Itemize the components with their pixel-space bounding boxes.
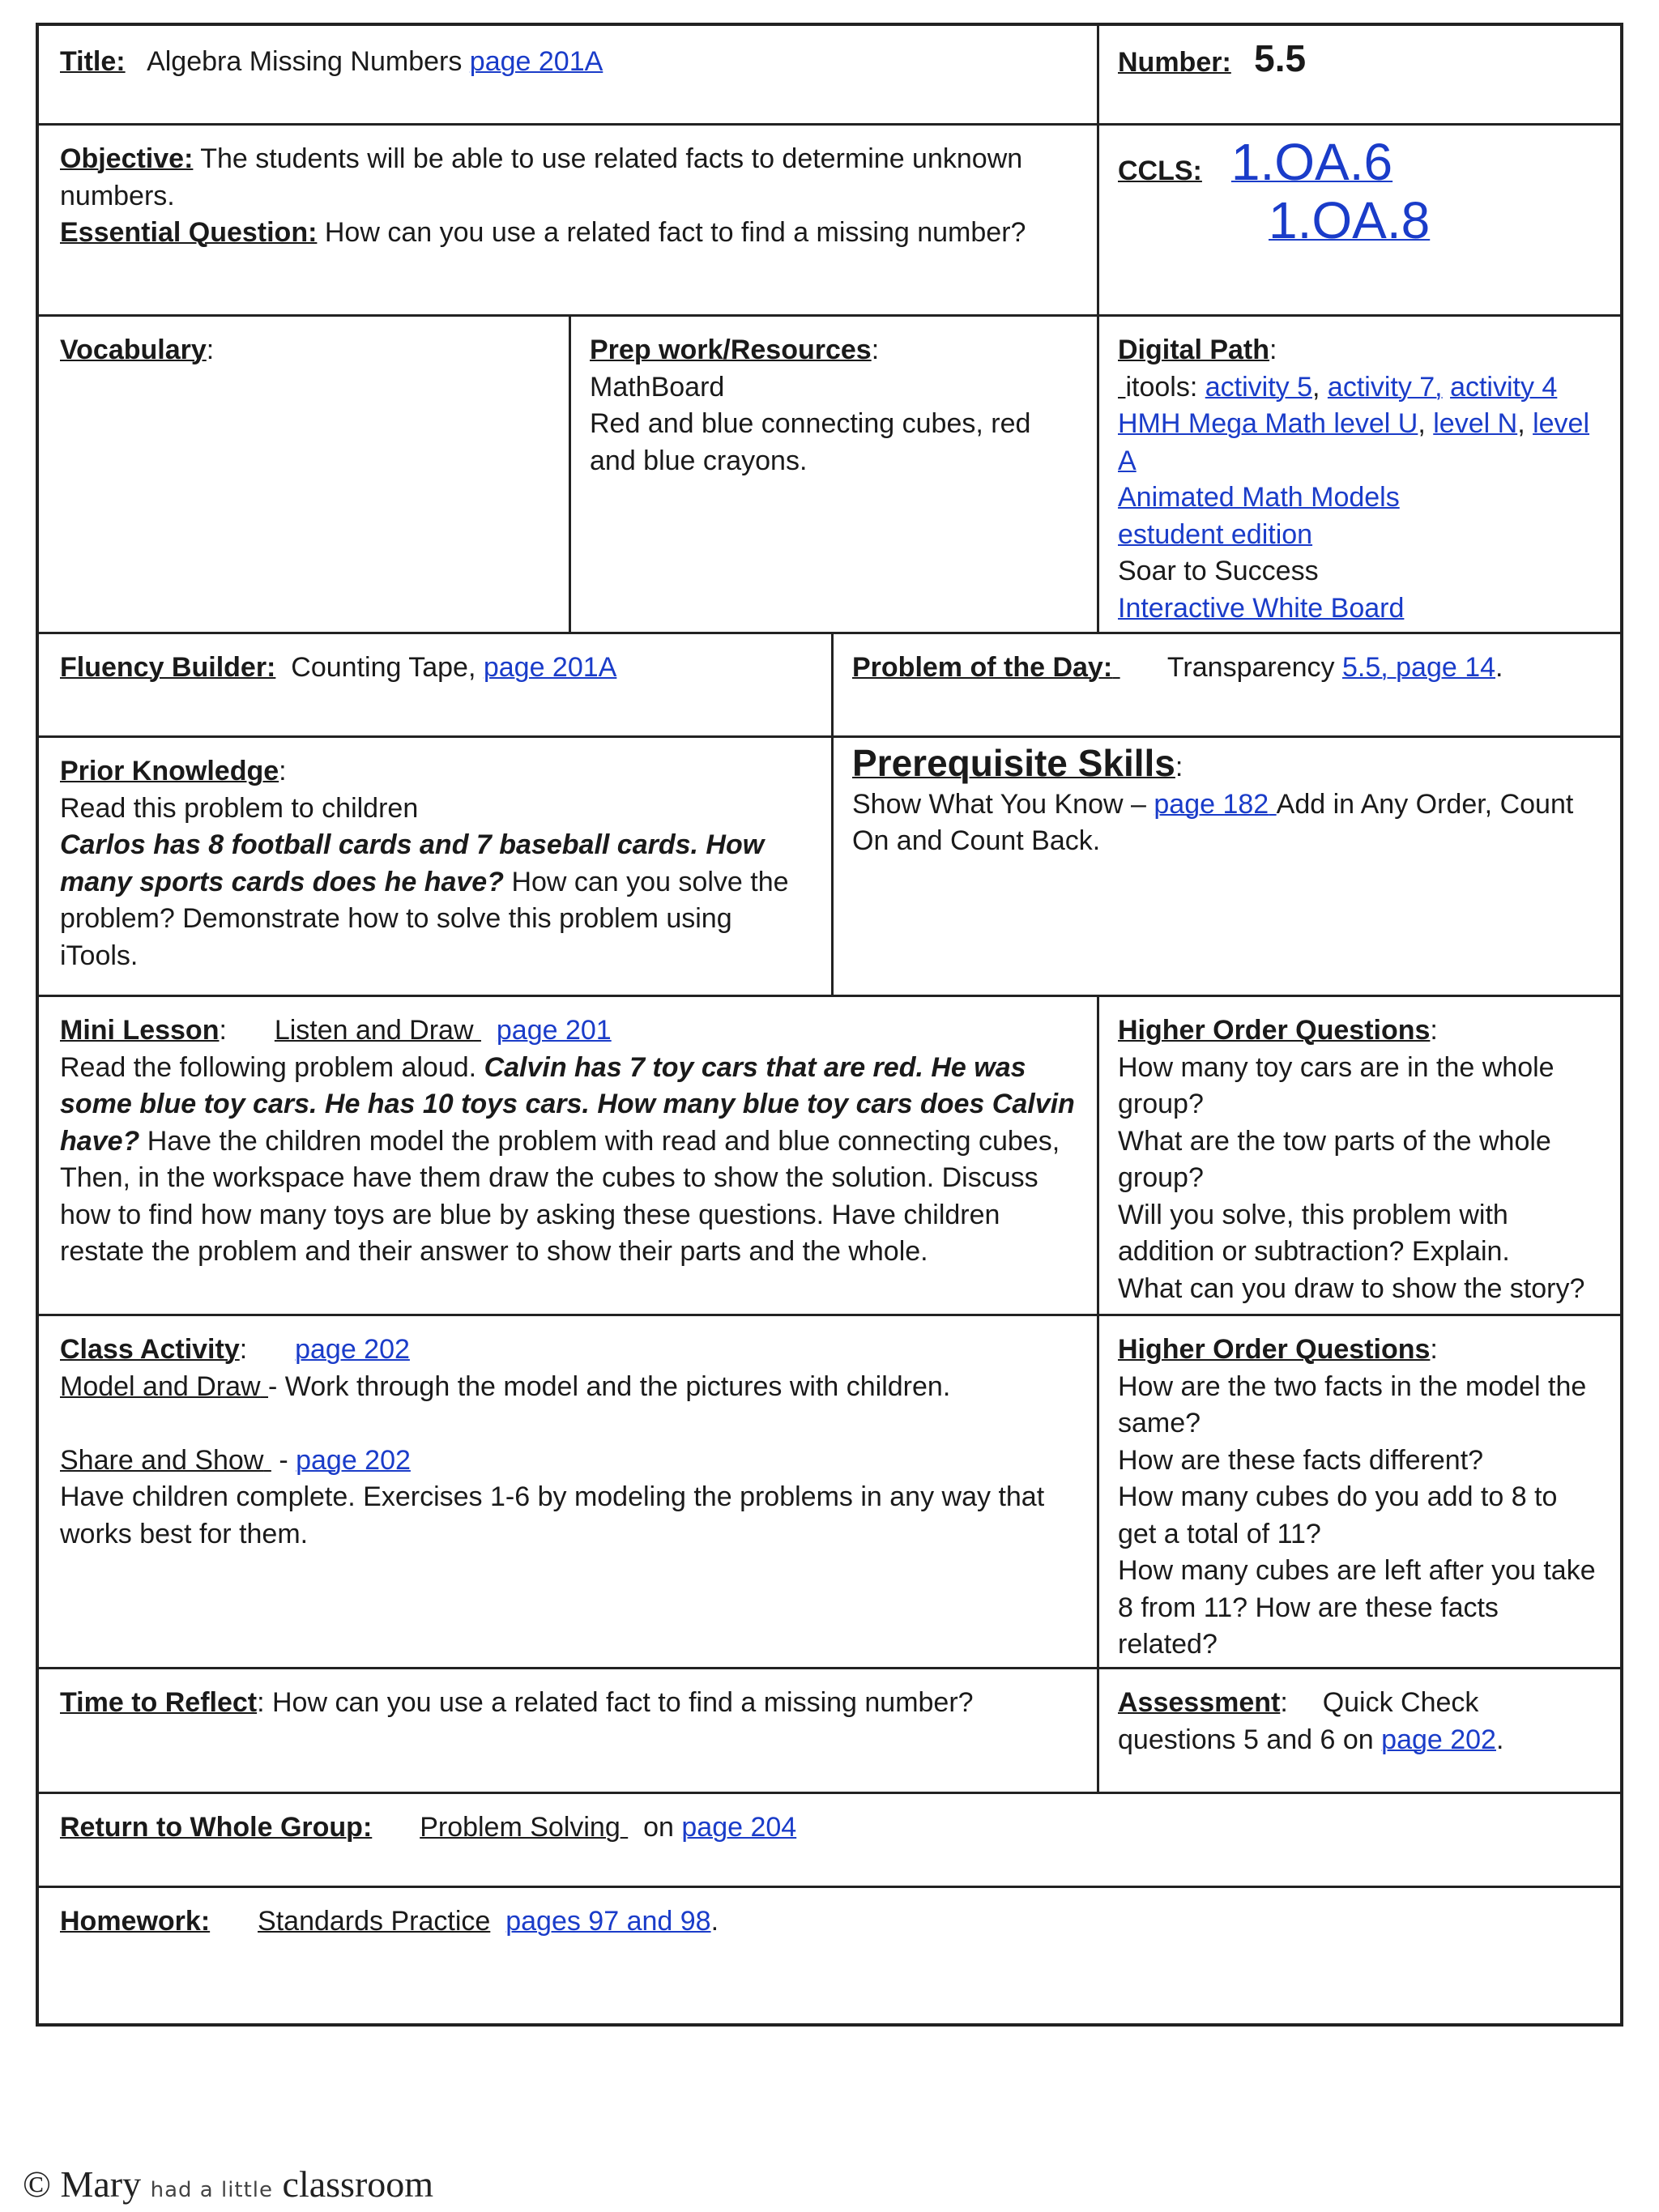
problem-of-day-label: Problem of the Day: — [852, 652, 1113, 683]
prep-cell: Prep work/Resources: MathBoard Red and blue connecting cubes, red and blue crayons. — [590, 335, 1031, 476]
share-and-show-label: Share and Show — [60, 1444, 264, 1476]
higher-order-questions-cell: Higher Order Questions: How are the two facts in the model the same? How are these facts different? How many cubes do you add to 8 to get a total of 11? How many cubes are left after you take 8 from 11? How are these facts related? — [1118, 1334, 1596, 1660]
share-and-show-page-link[interactable]: page 202 — [296, 1444, 411, 1476]
class-activity-label: Class Activity — [60, 1334, 240, 1365]
whole-group-page-link[interactable]: page 204 — [681, 1812, 797, 1843]
dash: - — [279, 1444, 288, 1476]
prior-knowledge-intro: Read this problem to children — [60, 792, 419, 824]
assessment-cell: Assessment: Quick Check questions 5 and 6 on page 202. — [1118, 1687, 1504, 1755]
whole-group-activity: Problem Solving — [420, 1812, 621, 1843]
ccls-link[interactable]: 1.OA.6 — [1230, 133, 1393, 191]
period: . — [1495, 1724, 1504, 1755]
homework-label: Homework: — [60, 1906, 211, 1937]
title-label: Title: — [60, 46, 126, 77]
essential-question-label: Essential Question: — [60, 217, 318, 248]
on-text: on — [643, 1812, 674, 1843]
problem-of-day-link[interactable]: 5.5, page 14 — [1341, 652, 1496, 683]
interactive-white-board-link[interactable]: Interactive White Board — [1118, 592, 1405, 624]
period: . — [1495, 652, 1503, 683]
model-and-draw-label: Model and Draw — [60, 1370, 261, 1402]
title-text: Algebra Missing Numbers — [147, 46, 463, 77]
class-activity-page-link[interactable]: page 202 — [295, 1334, 410, 1365]
prior-knowledge-cell: Prior Knowledge: Read this problem to children Carlos has 8 football cards and 7 baseball cards. How many sports cards does he have? How can you solve the problem? Demonstrate how to solve this problem using iTools. — [60, 756, 789, 971]
share-and-show-text: Have children complete. Exercises 1-6 by modeling the problems in any way that works best for them. — [60, 1481, 1045, 1549]
digital-path-cell: Digital Path: itools: activity 5, activity 7, activity 4 HMH Mega Math level U, level N, level A Animated Math Models estudent edition Soar to Success Interactive White Board — [1118, 335, 1590, 624]
prerequisite-text: Add in Any Order, Count On and Count Back. — [852, 788, 1574, 856]
hoq-question: How many cubes are left after you take 8 from 11? How are these facts related? — [1118, 1555, 1596, 1660]
vocabulary-cell: Vocabulary: — [60, 335, 215, 365]
assessment-text: Quick Check questions 5 and 6 on — [1118, 1687, 1479, 1755]
prior-knowledge-label: Prior Knowledge — [60, 756, 279, 786]
itools-activity-link[interactable]: activity 5 — [1205, 371, 1312, 403]
prior-knowledge-text: How can you solve the problem? Demonstrate how to solve this problem using iTools. — [60, 866, 789, 971]
reflect-text: : How can you use a related fact to find a missing number? — [257, 1687, 974, 1718]
essential-question-text: How can you use a related fact to find a missing number? — [324, 217, 1026, 248]
number-value: 5.5 — [1254, 37, 1307, 79]
whole-group-cell — [39, 1792, 1623, 1886]
itools-label: itools: — [1125, 371, 1198, 403]
reflect-cell — [39, 1667, 1097, 1792]
fluency-cell — [39, 632, 831, 735]
prep-item: Red and blue connecting cubes, red and blue crayons. — [590, 408, 1031, 476]
period: . — [710, 1906, 719, 1937]
assessment-page-link[interactable]: page 202 — [1381, 1724, 1496, 1755]
mega-math-link[interactable]: level A — [1118, 408, 1590, 476]
title-page-link[interactable]: page 201A — [469, 46, 603, 77]
hoq-label: Higher Order Questions — [1118, 1015, 1431, 1046]
hoq-question: How many cubes do you add to 8 to get a total of 11? — [1118, 1481, 1558, 1549]
vocabulary-label: Vocabulary — [60, 335, 207, 365]
number-label: Number: — [1118, 47, 1231, 78]
prep-label: Prep work/Resources — [590, 335, 872, 365]
mini-lesson-text: Have the children model the problem with read and blue connecting cubes, Then, in the workspace have them draw the cubes to show the solution. Discuss how to find how many toys are blue by asking these questions. Have children restate the problem and their answer to show their parts and the whole. — [60, 1125, 1060, 1267]
homework-page-link[interactable]: pages 97 and 98 — [505, 1906, 711, 1937]
problem-of-day-text: Transparency — [1166, 652, 1335, 683]
ccls-cell — [1097, 123, 1623, 314]
title-cell — [39, 26, 1097, 123]
estudent-edition-link[interactable]: estudent edition — [1118, 518, 1313, 550]
homework-activity: Standards Practice — [258, 1906, 491, 1937]
mini-lesson-intro: Read the following problem aloud. — [60, 1051, 477, 1083]
hoq-question: What can you draw to show the story? — [1118, 1272, 1585, 1304]
itools-activity-link[interactable]: activity 4 — [1450, 371, 1558, 403]
mini-lesson-cell: Mini Lesson: Listen and Draw page 201 Read the following problem aloud. Calvin has 7 toy cars that are red. He was some blue toy cars. He has 10 toys cars. How many blue toy cars does Calvin have? Have the children model the problem with read and blue connecting cubes, Then, in the workspace have them draw the cubes to show the solution. Discuss how to find how many toys are blue by asking these questions. Have children restate the problem and their answer to show their parts and the whole. — [60, 1015, 1075, 1267]
reflect-label: Time to Reflect — [60, 1687, 258, 1718]
itools-activity-link[interactable]: activity 7, — [1327, 371, 1443, 403]
number-cell — [1097, 26, 1623, 123]
soar-to-success-text: Soar to Success — [1118, 556, 1319, 586]
objective-label: Objective: — [60, 143, 194, 174]
copyright-end-text: classroom — [282, 2163, 434, 2205]
prior-knowledge-problem: Carlos has 8 football cards and 7 baseball cards. How many sports cards does he have? — [60, 829, 765, 897]
prerequisite-page-link[interactable]: page 182 — [1154, 788, 1269, 820]
higher-order-questions-cell: Higher Order Questions: How many toy cars are in the whole group? What are the tow parts of the whole group? Will you solve, this problem with addition or subtraction? Explain. What can you draw to show the story? — [1118, 1015, 1585, 1304]
mini-lesson-activity: Listen and Draw — [274, 1015, 474, 1046]
objective-cell — [39, 123, 1097, 314]
lesson-plan-table — [36, 23, 1623, 2027]
class-activity-cell: Class Activity: page 202 Model and Draw - Work through the model and the pictures with children. Share and Show - page 202 Have children complete. Exercises 1-6 by modeling the problems in any way that works best for them. — [60, 1334, 1045, 1549]
hoq-question: Will you solve, this problem with addition or subtraction? Explain. — [1118, 1199, 1510, 1267]
prerequisite-cell: Prerequisite Skills: Show What You Know – page 182 Add in Any Order, Count On and Count Back. — [852, 742, 1574, 856]
mini-lesson-page-link[interactable]: page 201 — [496, 1015, 612, 1046]
animated-math-models-link[interactable]: Animated Math Models — [1118, 482, 1400, 513]
problem-of-day-cell — [831, 632, 1623, 735]
fluency-label: Fluency Builder: — [60, 652, 276, 683]
copyright-small-text: had a little — [150, 2178, 274, 2202]
copyright-text: © Mary — [23, 2163, 142, 2205]
hoq-question: How are these facts different? — [1118, 1444, 1484, 1476]
ccls-link[interactable]: 1.OA.8 — [1269, 191, 1431, 249]
fluency-text: Counting Tape, — [291, 652, 476, 683]
mega-math-link[interactable]: level N — [1433, 408, 1518, 439]
objective-text: The students will be able to use related facts to determine unknown numbers. — [60, 143, 1023, 211]
homework-cell — [39, 1886, 1623, 2027]
hoq-question: How many toy cars are in the whole group? — [1118, 1051, 1555, 1119]
mega-math-link[interactable]: HMH Mega Math level U — [1118, 408, 1418, 439]
prerequisite-label: Prerequisite Skills — [852, 742, 1175, 784]
mini-lesson-problem: Calvin has 7 toy cars that are red. He was some blue toy cars. He has 10 toys cars. How many blue toy cars does Calvin have? — [60, 1051, 1075, 1157]
ccls-label: CCLS: — [1118, 156, 1202, 186]
hoq-label: Higher Order Questions — [1118, 1334, 1431, 1365]
hoq-question: What are the tow parts of the whole group? — [1118, 1125, 1551, 1193]
prep-item: MathBoard — [590, 371, 725, 403]
model-and-draw-text: - Work through the model and the pictures with children. — [268, 1370, 951, 1402]
fluency-page-link[interactable]: page 201A — [483, 652, 617, 683]
digital-path-label: Digital Path — [1118, 335, 1270, 365]
assessment-label: Assessment — [1118, 1687, 1281, 1718]
prerequisite-text: Show What You Know – — [852, 788, 1146, 820]
mini-lesson-label: Mini Lesson — [60, 1015, 220, 1046]
copyright-footer — [23, 2163, 433, 2206]
whole-group-label: Return to Whole Group: — [60, 1812, 373, 1843]
hoq-question: How are the two facts in the model the same? — [1118, 1370, 1587, 1438]
